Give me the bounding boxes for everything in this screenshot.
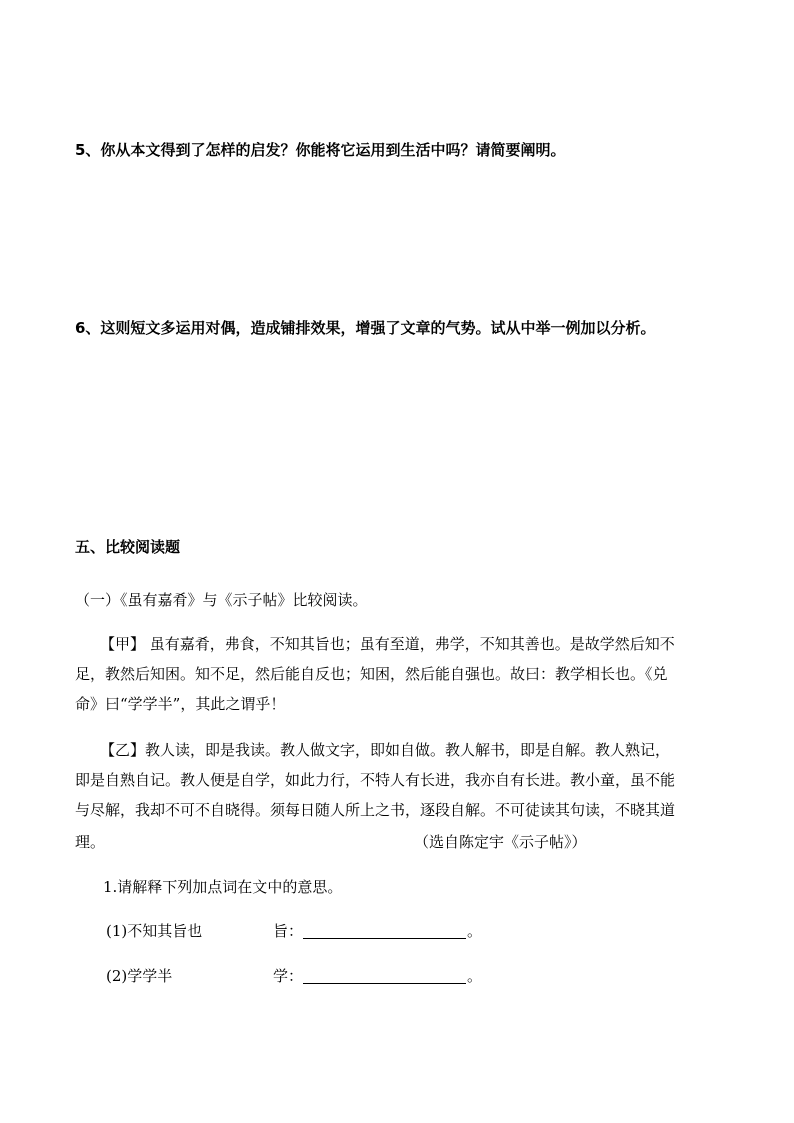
exercise-phrase: (2)学学半 [106, 967, 173, 985]
exercise-instruction: 1.请解释下列加点词在文中的意思。 [103, 878, 343, 896]
exercise-word: 学： [273, 967, 304, 985]
passage-b-line: 【乙】教人读，即是我读。教人做文字，即如自做。教人解书，即是自解。教人熟记， [100, 741, 671, 759]
exercise-phrase: (1)不知其旨也 [106, 922, 203, 940]
passage-a-line: 命》曰“学学半”，其此之谓乎！ [75, 695, 286, 713]
exercise-word: 旨： [273, 922, 304, 940]
passage-a-line: 足，教然后知困。知不足，然后能自反也；知困，然后能自强也。故曰：教学相长也。《兑 [75, 665, 668, 683]
answer-blank[interactable] [303, 938, 466, 939]
question-5: 5、你从本文得到了怎样的启发？你能将它运用到生活中吗？请简要阐明。 [75, 141, 566, 159]
passage-b-line: 即是自熟自记。教人便是自学，如此力行，不特人有长进，我亦自有长进。教小童，虽不能 [75, 771, 676, 789]
passage-a-line: 【甲】 虽有嘉肴，弗食，不知其旨也；虽有至道，弗学，不知其善也。是故学然后知不 [100, 635, 675, 653]
exercise-end: 。 [467, 922, 483, 940]
answer-blank[interactable] [303, 983, 466, 984]
passage-b-line: 理。 [75, 833, 106, 851]
passage-b-line: 与尽解，我却不可不自晓得。须每日随人所上之书，逐段自解。不可徒读其句读，不晓其道 [75, 801, 676, 819]
section-subtitle: （一）《虽有嘉肴》与《示子帖》比较阅读。 [75, 591, 368, 609]
exercise-end: 。 [467, 967, 483, 985]
question-6: 6、这则短文多运用对偶，造成铺排效果，增强了文章的气势。试从中举一例加以分析。 [75, 319, 656, 337]
section-title: 五、比较阅读题 [75, 538, 181, 556]
passage-b-source: （选自陈定宇《示子帖》） [414, 833, 587, 851]
